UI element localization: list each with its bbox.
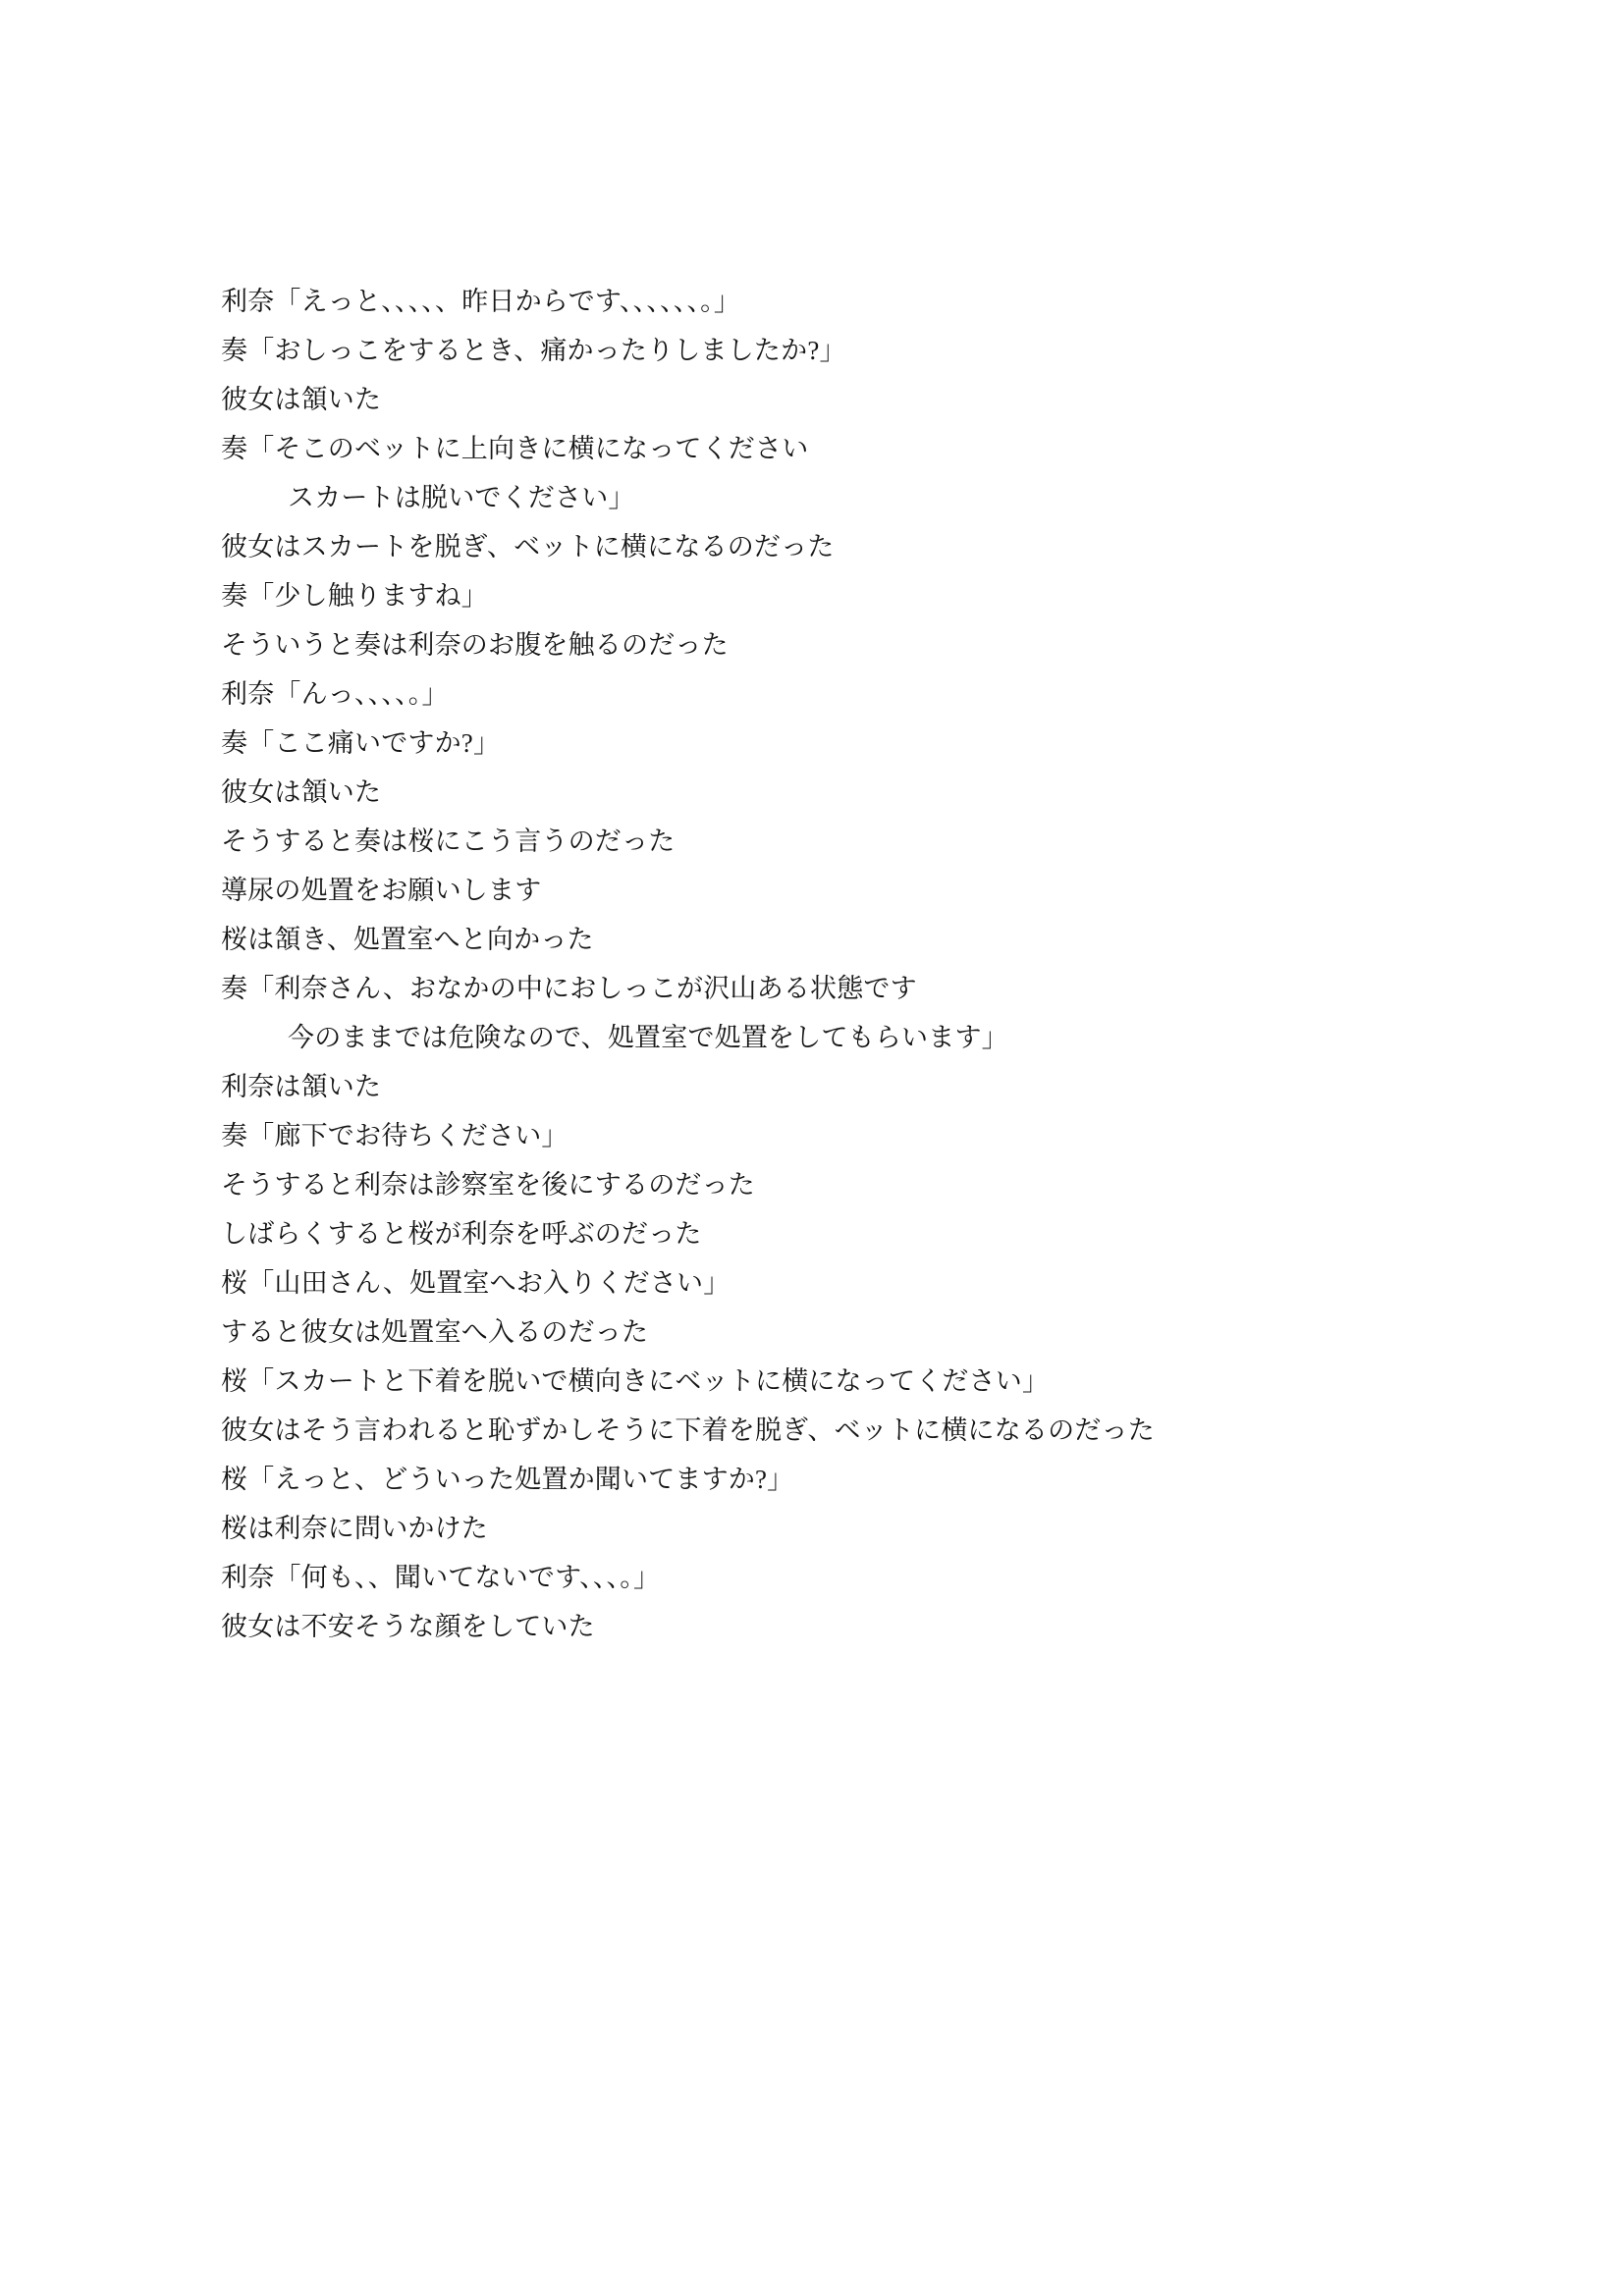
text-line: 彼女はそう言われると恥ずかしそうに下着を脱ぎ、ベットに横になるのだった (221, 1415, 1155, 1445)
text-line: 今のままでは危険なので、処置室で処置をしてもらいます」 (288, 1023, 1008, 1052)
text-line: 彼女は頷いた (221, 777, 382, 807)
text-line: しばらくすると桜が利奈を呼ぶのだった (221, 1219, 702, 1249)
text-line: 桜「山田さん、処置室へお入りください」 (221, 1268, 731, 1298)
text-line: 彼女は頷いた (221, 385, 382, 414)
text-line: 彼女はスカートを脱ぎ、ベットに横になるのだった (221, 532, 835, 561)
text-line: 利奈「えっと、、、、、昨日からです、、、、、、。」 (221, 287, 741, 316)
text-line: 奏「少し触りますね」 (221, 581, 488, 611)
text-line: 桜は利奈に問いかけた (221, 1514, 488, 1543)
text-line: そういうと奏は利奈のお腹を触るのだった (221, 630, 729, 660)
text-line: 彼女は不安そうな顔をしていた (221, 1612, 595, 1641)
text-line: 導尿の処置をお願いします (221, 876, 542, 905)
text-line: 桜「えっと、どういった処置か聞いてますか?」 (221, 1465, 794, 1494)
document-text-body (221, 277, 1419, 1651)
text-line: 奏「おしっこをするとき、痛かったりしましたか?」 (221, 336, 846, 365)
text-line: 奏「そこのベットに上向きに横になってください (221, 434, 809, 463)
text-line: そうすると奏は桜にこう言うのだった (221, 827, 676, 856)
text-line: 奏「利奈さん、おなかの中におしっこが沢山ある状態です (221, 974, 917, 1003)
text-line: 利奈「何も、、聞いてないです、、、。」 (221, 1563, 661, 1592)
text-line: そうすると利奈は診察室を後にするのだった (221, 1170, 755, 1200)
text-line: 奏「廊下でお待ちください」 (221, 1121, 568, 1150)
text-line: 利奈は頷いた (221, 1072, 382, 1101)
text-line: 桜「スカートと下着を脱いで横向きにベットに横になってください」 (221, 1366, 1050, 1396)
text-line: すると彼女は処置室へ入るのだった (221, 1317, 649, 1347)
text-line: 奏「ここ痛いですか?」 (221, 728, 501, 758)
text-line: 桜は頷き、処置室へと向かった (221, 925, 594, 954)
text-line: スカートは脱いでください」 (288, 483, 635, 512)
text-line: 利奈「んっ、、、、。」 (221, 679, 449, 709)
